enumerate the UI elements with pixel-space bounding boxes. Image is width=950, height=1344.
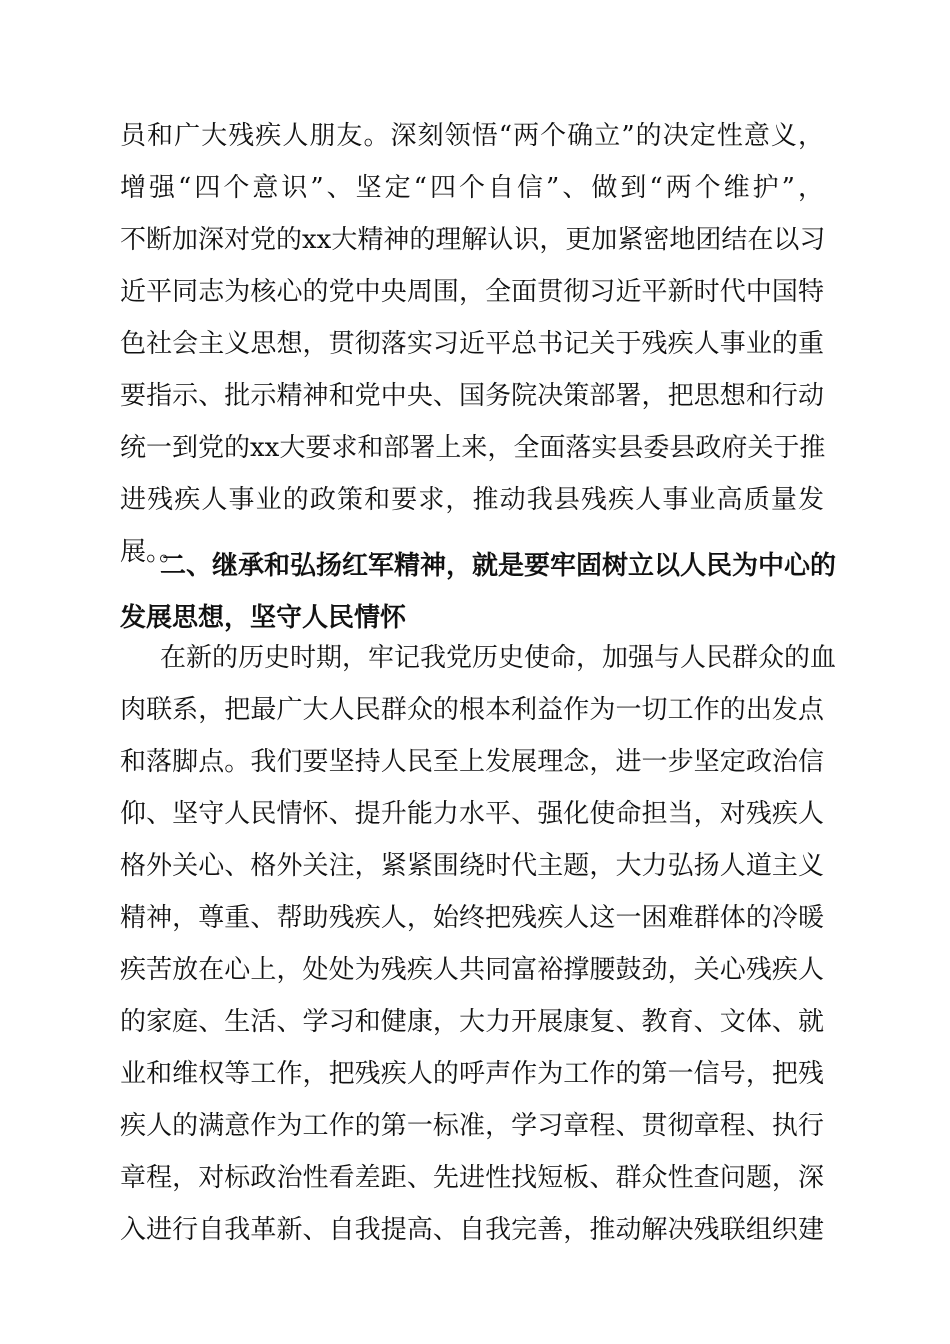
text-line: 精神，尊重、帮助残疾人，始终把残疾人这一困难群体的冷暖 xyxy=(120,903,824,933)
text-line: 要指示、批示精神和党中央、国务院决策部署，把思想和行动 xyxy=(120,381,824,411)
text-line: 格外关心、格外关注，紧紧围绕时代主题，大力弘扬人道主义 xyxy=(120,851,824,881)
text-line: 进残疾人事业的政策和要求，推动我县残疾人事业高质量发 xyxy=(120,485,824,515)
text-line: 仰、坚守人民情怀、提升能力水平、强化使命担当，对残疾人 xyxy=(120,799,824,829)
text-line: 不断加深对党的xx大精神的理解认识，更加紧密地团结在以习 xyxy=(120,225,826,255)
text-line: 入进行自我革新、自我提高、自我完善，推动解决残联组织建 xyxy=(120,1215,824,1245)
text-line: 近平同志为核心的党中央周围，全面贯彻习近平新时代中国特 xyxy=(120,277,824,307)
text-line: 在新的历史时期，牢记我党历史使命，加强与人民群众的血 xyxy=(160,643,837,673)
text-line: 增强“四个意识”、坚定“四个自信”、做到“两个维护”， xyxy=(120,173,824,203)
text-line: 业和维权等工作，把残疾人的呼声作为工作的第一信号，把残 xyxy=(120,1059,824,1089)
text-line: 统一到党的xx大要求和部署上来，全面落实县委县政府关于推 xyxy=(120,433,826,463)
section-heading xyxy=(120,540,837,644)
text-line: 和落脚点。我们要坚持人民至上发展理念，进一步坚定政治信 xyxy=(120,747,824,777)
heading-line: 二、继承和弘扬红军精神，就是要牢固树立以人民为中心的 xyxy=(160,551,837,581)
text-line: 章程，对标政治性看差距、先进性找短板、群众性查问题，深 xyxy=(120,1163,824,1193)
text-line: 色社会主义思想，贯彻落实习近平总书记关于残疾人事业的重 xyxy=(120,329,824,359)
paragraph-continuation xyxy=(120,110,824,578)
text-line: 肉联系，把最广大人民群众的根本利益作为一切工作的出发点 xyxy=(120,695,824,725)
text-line: 疾苦放在心上，处处为残疾人共同富裕撑腰鼓劲，关心残疾人 xyxy=(120,955,824,985)
heading-line: 发展思想，坚守人民情怀 xyxy=(120,603,407,633)
paragraph-body xyxy=(120,632,837,1256)
text-line: 员和广大残疾人朋友。深刻领悟“两个确立”的决定性意义， xyxy=(120,121,824,151)
text-line: 的家庭、生活、学习和健康，大力开展康复、教育、文体、就 xyxy=(120,1007,824,1037)
text-line: 展。。 xyxy=(120,537,186,567)
text-line: 疾人的满意作为工作的第一标准，学习章程、贯彻章程、执行 xyxy=(120,1111,824,1141)
